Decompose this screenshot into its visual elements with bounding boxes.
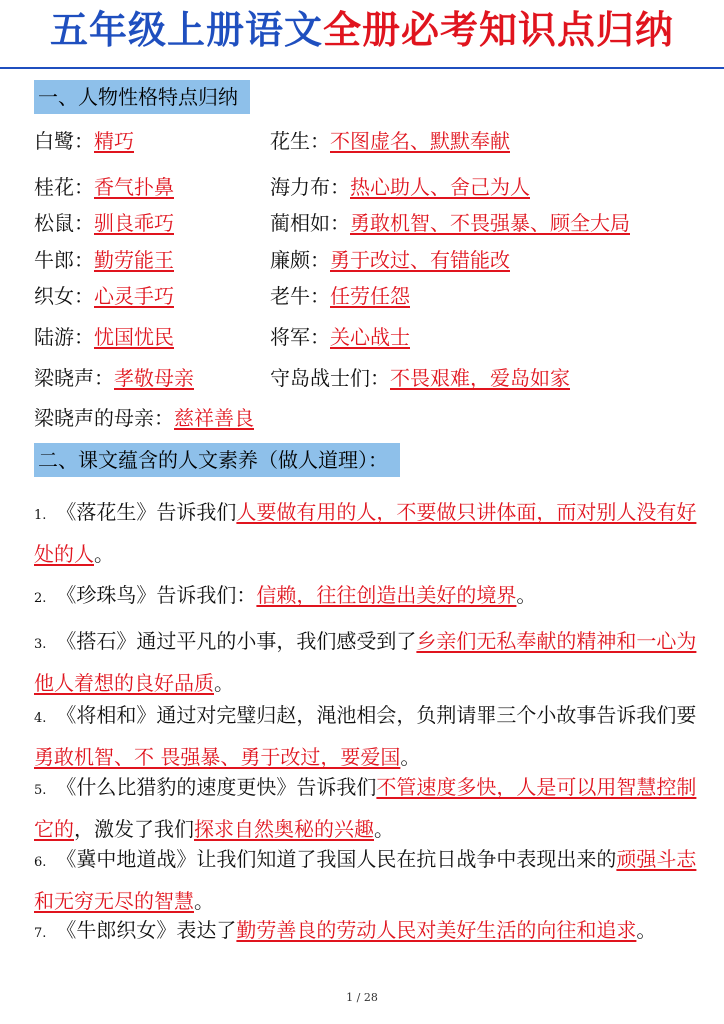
- item-text: 《落花生》告诉我们: [56, 500, 237, 524]
- trait-row: [270, 128, 510, 154]
- character-trait: 心灵手巧: [94, 284, 174, 308]
- item-text: 《珍珠鸟》告诉我们：: [56, 583, 257, 607]
- trait-row: [270, 247, 510, 273]
- character-name: 织女：: [34, 284, 94, 308]
- item-text: 。: [214, 671, 234, 695]
- item-highlight: 人要做有用的人，不要做只讲体面，而对别人没有好处的人: [34, 500, 697, 566]
- character-name: 牛郎：: [34, 248, 94, 272]
- character-name: 白鹭：: [34, 129, 94, 153]
- item-number: 1.: [34, 508, 47, 523]
- character-trait: 精巧: [94, 129, 134, 153]
- character-trait: 忧国忧民: [94, 325, 174, 349]
- character-trait: 驯良乖巧: [94, 211, 174, 235]
- item-number: 4.: [34, 711, 47, 726]
- character-name: 海力布：: [270, 175, 350, 199]
- item-highlight: 乡亲们无私奉献的精神和一心为他人着想的良好品质: [34, 629, 697, 695]
- lesson-item: [34, 768, 698, 848]
- trait-row: [270, 174, 530, 200]
- character-name: 陆游：: [34, 325, 94, 349]
- character-trait: 任劳任怨: [330, 284, 410, 308]
- character-name: 守岛战士们：: [270, 366, 390, 390]
- item-highlight: 勇敢机智、不 畏强暴、勇于改过，要爱国: [34, 745, 401, 769]
- section-1-heading: 一、人物性格特点归纳: [34, 80, 250, 114]
- character-trait: 不畏艰难，爱岛如家: [390, 366, 570, 390]
- trait-row: [270, 324, 410, 350]
- character-name: 花生：: [270, 129, 330, 153]
- lesson-item: [34, 622, 698, 702]
- character-name: 老牛：: [270, 284, 330, 308]
- lesson-item: [34, 911, 724, 953]
- lesson-item: [34, 576, 698, 618]
- lesson-item: [34, 696, 698, 776]
- title-part-red: 全册必考知识点归纳: [323, 8, 675, 52]
- title-part-blue: 五年级上册语文: [49, 8, 323, 52]
- character-name: 松鼠：: [34, 211, 94, 235]
- trait-row: [34, 247, 174, 273]
- trait-row: [34, 365, 194, 391]
- item-highlight: 勤劳善良的劳动人民对美好生活的向往和追求: [236, 918, 637, 942]
- document-title: [0, 6, 724, 54]
- trait-row: [270, 283, 410, 309]
- character-name: 桂花：: [34, 175, 94, 199]
- trait-row: [34, 283, 174, 309]
- item-text: 《什么比猎豹的速度更快》告诉我们: [56, 775, 377, 799]
- item-number: 7.: [34, 926, 47, 941]
- lesson-item: [34, 493, 698, 573]
- trait-row: [34, 174, 174, 200]
- trait-row: [34, 324, 174, 350]
- character-trait: 勇敢机智、不畏强暴、顾全大局: [350, 211, 630, 235]
- trait-row: [34, 128, 134, 154]
- character-name: 梁晓声：: [34, 366, 114, 390]
- item-text: 。: [194, 889, 214, 913]
- item-number: 3.: [34, 637, 47, 652]
- item-text: 《牛郎织女》表达了: [56, 918, 237, 942]
- character-name: 将军：: [270, 325, 330, 349]
- character-trait: 关心战士: [330, 325, 410, 349]
- character-trait: 孝敬母亲: [114, 366, 194, 390]
- title-divider: [0, 67, 724, 69]
- item-text: 。: [636, 918, 657, 942]
- lesson-item: [34, 840, 698, 920]
- page-number: 1 / 28: [346, 991, 378, 1004]
- item-text: 。: [400, 745, 421, 769]
- item-number: 6.: [34, 855, 47, 870]
- item-highlight: 不管速度多快，人是可以用智慧控制它的: [34, 775, 697, 841]
- character-trait: 不图虚名、默默奉献: [330, 129, 510, 153]
- character-trait: 慈祥善良: [174, 406, 254, 430]
- trait-row: [34, 210, 174, 236]
- character-trait: 勇于改过、有错能改: [330, 248, 510, 272]
- character-name: 蔺相如：: [270, 211, 350, 235]
- item-text: 《冀中地道战》让我们知道了我国人民在抗日战争中表现出来的: [56, 847, 617, 871]
- item-highlight: 顽强斗志和无穷无尽的智慧: [34, 847, 697, 913]
- item-text: ，激发了我们: [74, 817, 194, 841]
- item-text: 。: [94, 542, 114, 566]
- item-text: 《搭石》通过平凡的小事，我们感受到了: [56, 629, 417, 653]
- trait-row: [270, 210, 630, 236]
- item-text: 。: [516, 583, 537, 607]
- character-name: 廉颇：: [270, 248, 330, 272]
- item-highlight: 信赖，往往创造出美好的境界: [256, 583, 517, 607]
- section-2-heading: 二、课文蕴含的人文素养（做人道理）：: [34, 443, 400, 477]
- item-highlight: 探求自然奥秘的兴趣: [194, 817, 374, 841]
- character-trait: 勤劳能王: [94, 248, 174, 272]
- item-number: 2.: [34, 591, 47, 606]
- character-trait: 香气扑鼻: [94, 175, 174, 199]
- character-name: 梁晓声的母亲：: [34, 406, 174, 430]
- item-text: 《将相和》通过对完璧归赵，渑池相会，负荆请罪三个小故事告诉我们要: [56, 703, 697, 727]
- trait-row: [34, 405, 254, 431]
- item-number: 5.: [34, 783, 47, 798]
- character-trait: 热心助人、舍己为人: [350, 175, 530, 199]
- item-text: 。: [374, 817, 394, 841]
- trait-row: [270, 365, 570, 391]
